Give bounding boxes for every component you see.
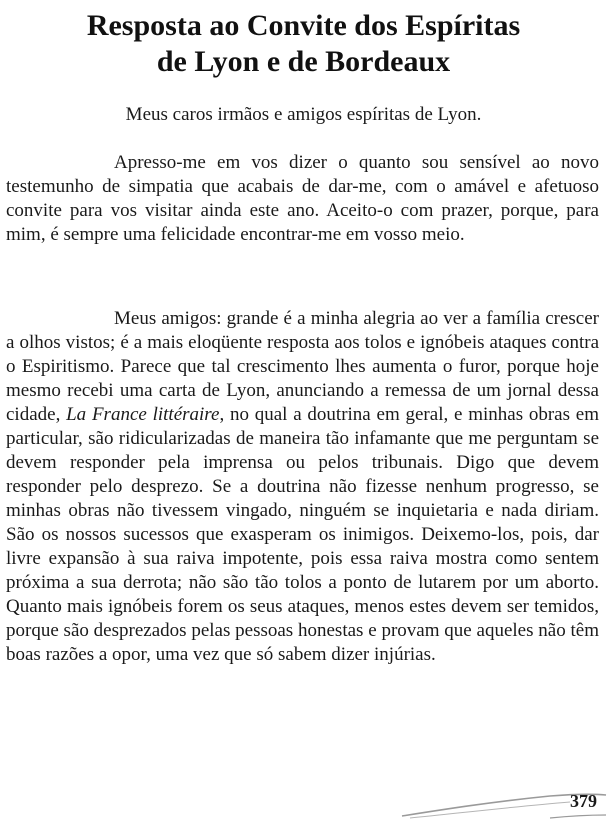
newspaper-title: La France littéraire — [66, 404, 220, 425]
paragraph-2-text-end: , no qual a doutrina em geral, e minhas obras em particular, são ridicularizadas de maneira tão infamante que me perguntam se devem responder pela imprensa ou pelos tribunais. Digo que devem responder pelo desprezo. Se a doutrina não fizesse nenhum progresso, se minhas obras não tivessem vingado, ninguém se inquietaria e nada diriam. São os nossos sucessos que exasperam os inimigos. Deixemo-los, pois, dar livre expansão à sua raiva impotente, pois essa raiva mostra como sentem próxima a sua derrota; não são tão tolos a ponto de lutarem por um aborto. Quanto mais ignóbeis forem os seus ataques, menos estes devem ser temidos, porque são desprezados pelas pessoas honestas e provam que aqueles não têm boas razões a opor, uma vez que só sabem dizer injúrias. — [6, 404, 599, 665]
chapter-title — [0, 8, 607, 80]
page-footer — [0, 780, 607, 823]
chapter-title-line-2: de Lyon e de Bordeaux — [156, 45, 451, 78]
chapter-title-line-1: Resposta ao Convite dos Espíritas — [86, 9, 521, 42]
paragraph-2-text-start: Meus amigos: grande é a minha alegria ao ver a família crescer a olhos vistos; é a mais eloqüente resposta aos tolos e ignóbeis ataques contra o Espiritismo. Parece que tal crescimento lhes aumenta o furor, porque hoje mesmo recebi uma carta de Lyon, anunciando a remessa de um jornal dessa cidade, — [6, 308, 599, 425]
paragraph-1: Apresso-me em vos dizer o quanto sou sensível ao novo testemunho de simpatia que acabais de dar-me, com o amável e afetuoso convite para vos visitar ainda este ano. Aceito-o com prazer, porque, para mim, é sempre uma felicidade encontrar-me em vosso meio. — [6, 152, 599, 245]
salutation: Meus caros irmãos e amigos espíritas de Lyon. — [125, 104, 482, 125]
paragraph-2 — [6, 307, 599, 667]
page-number: 379 — [570, 791, 597, 811]
